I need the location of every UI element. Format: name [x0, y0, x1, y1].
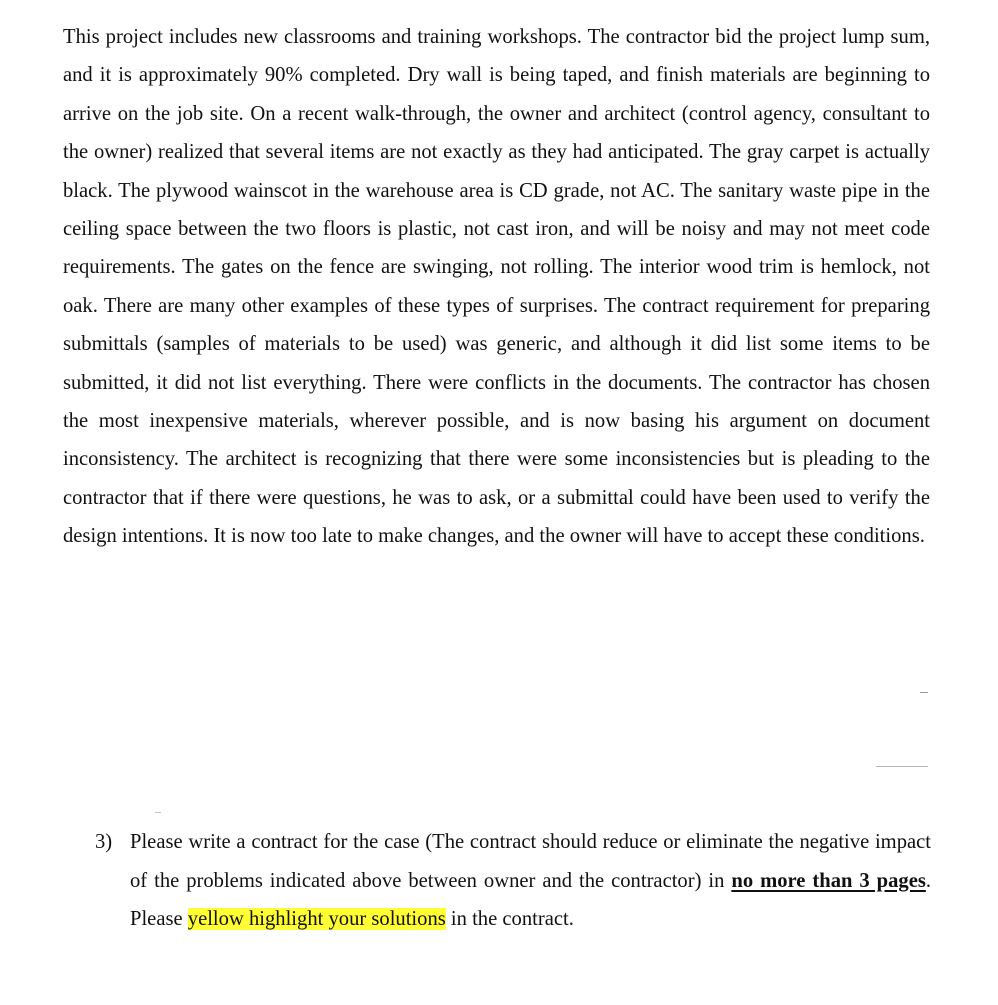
question-text-part-2: . Please	[130, 869, 931, 931]
question-text-part-1: Please write a contract for the case (The contract should reduce or eliminate the negative impact of the problems indicated above between owner and the contractor) in	[130, 831, 931, 892]
page-limit-emphasis: no more than 3 pages	[731, 869, 926, 892]
scan-artifact-mark	[155, 812, 161, 813]
scan-artifact-mark	[920, 692, 928, 693]
case-description-paragraph: This project includes new classrooms and training workshops. The contractor bid the project lump sum, and it is approximately 90% completed. Dry wall is being taped, and finish materials are beginning to arrive on the job site. On a recent walk-through, the owner and architect (control agency, consultant to the owner) realized that several items are not exactly as they had anticipated. The gray carpet is actually black. The plywood wainscot in the warehouse area is CD grade, not AC. The sanitary waste pipe in the ceiling space between the two floors is plastic, not cast iron, and will be noisy and may not meet code requirements. The gates on the fence are swinging, not rolling. The interior wood trim is hemlock, not oak. There are many other examples of these types of surprises. The contract requirement for preparing submittals (samples of materials to be used) was generic, and although it did list some items to be submitted, it did not list everything. There were conflicts in the documents. The contractor has chosen the most inexpensive materials, wherever possible, and is now basing his argument on document inconsistency. The architect is recognizing that there were some inconsistencies but is pleading to the contractor that if there were questions, he was to ask, or a submittal could have been used to verify the design intentions. It is now too late to make changes, and the owner will have to accept these conditions.	[63, 26, 930, 548]
scan-artifact-mark	[876, 766, 928, 767]
question-text-part-3: in the contract.	[445, 908, 574, 931]
highlight-instruction: yellow highlight your solutions	[187, 908, 446, 931]
question-text	[130, 823, 931, 939]
question-number: 3)	[95, 831, 113, 853]
